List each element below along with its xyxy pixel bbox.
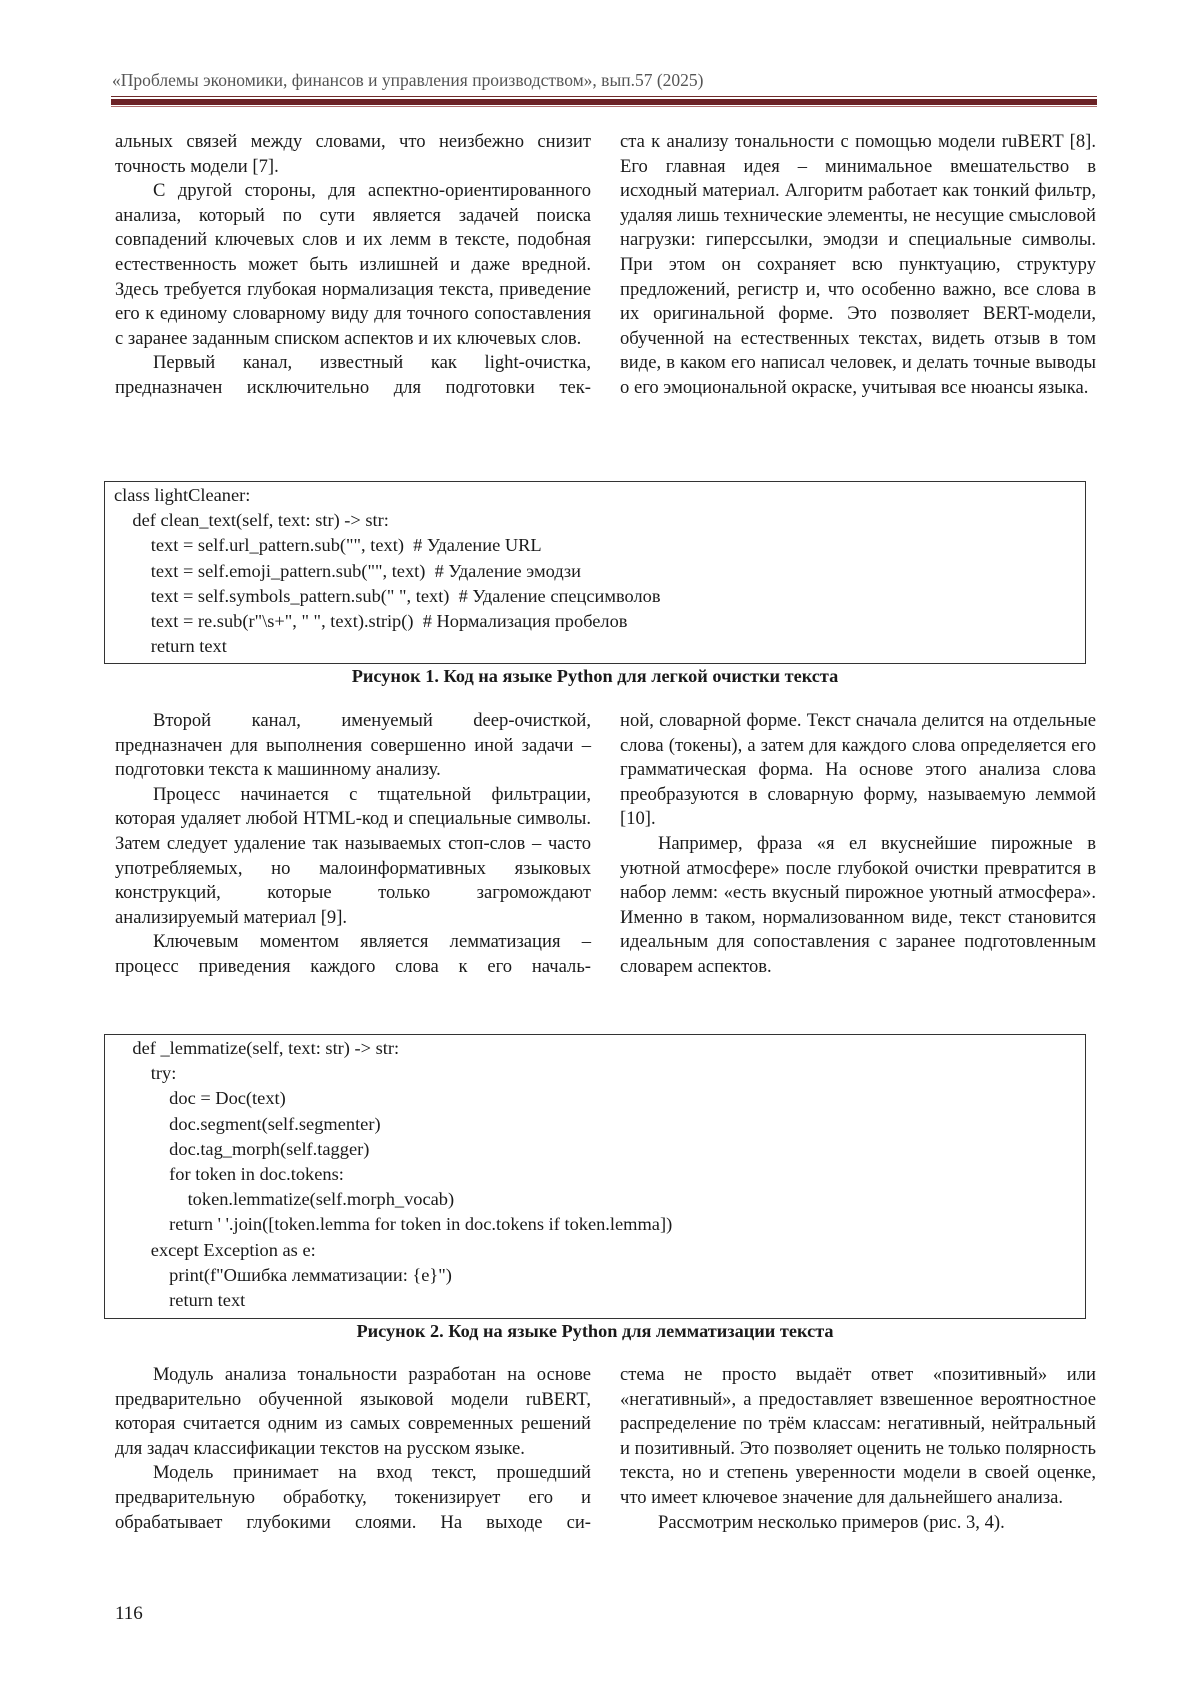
code-listing-1 [104, 481, 1086, 664]
code-line: return text [114, 1290, 246, 1311]
paragraph: альных связей между словами, что неизбежно снизит точность модели [7]. [115, 131, 591, 177]
code-line: text = re.sub(r"\s+", " ", text).strip() # Нормализация пробелов [114, 611, 628, 632]
header-rule-bottom [111, 106, 1097, 107]
code-line: doc.tag_morph(self.tagger) [114, 1138, 370, 1159]
code-line: except Exception as e: [114, 1239, 316, 1260]
code-line: token.lemmatize(self.morph_vocab) [114, 1189, 455, 1210]
header-rule-top [111, 96, 1097, 97]
code-line: doc.segment(self.segmenter) [114, 1113, 381, 1134]
paragraph: ста к анализу тональности с помощью модели ruBERT [8]. Его главная идея – минимальное вмешательство в исходный материал. Алгоритм работает как тонкий фильтр, удаляя лишь технические элементы, не несущие смысловой нагрузки: гиперссылки, эмодзи и специальные символы. При этом он сохраняет всю пунктуацию, структуру предложений, регистр и, что особенно важно, все слова в их оригинальной форме. Это позволяет BERT-модели, обученной на естественных текстах, видеть отзыв в том виде, в каком его написал человек, и делать точные выводы о его эмоциональной окраске, учитывая все нюансы языка. [620, 131, 1096, 398]
paragraph: ной, словарной форме. Текст сначала делится на отдельные слова (токены), а затем для каждого слова определяется его грамматическая форма. На основе этого анализа слова преобразуются в словарную форму, называемую леммой [10]. [620, 710, 1096, 830]
header-rule-thick [111, 99, 1097, 105]
paragraph: Рассмотрим несколько примеров (рис. 3, 4). [658, 1511, 1005, 1533]
section3-left-column [115, 1363, 591, 1535]
paragraph: Ключевым моментом является лемматизация – процесс приведения каждого слова к его началь- [115, 931, 591, 977]
code-line: text = self.url_pattern.sub("", text) # Удаление URL [114, 535, 542, 556]
code-line: try: [114, 1063, 177, 1084]
paragraph: стема не просто выдаёт ответ «позитивный» или «негативный», а предоставляет взвешенное вероятностное распределение по трём классам: негативный, нейтральный и позитивный. Это позволяет оценить не только полярность текста, но и степень уверенности модели в своей оценке, что имеет ключевое значение для дальнейшего анализа. [620, 1364, 1096, 1508]
code-line: for token in doc.tokens: [114, 1164, 344, 1185]
section2-left-column [115, 709, 591, 980]
code-line: class lightCleaner: [114, 485, 251, 505]
paragraph: Процесс начинается с тщательной фильтрации, которая удаляет любой HTML-код и специальные символы. Затем следует удаление так называемых стоп-слов – часто употребляемых, но малоинформативных языковых конструкций, которые только загромождают анализируемый материал [9]. [115, 783, 591, 928]
code-line: def clean_text(self, text: str) -> str: [114, 510, 389, 531]
code-line: doc = Doc(text) [114, 1088, 286, 1109]
paragraph: Первый канал, известный как light-очистка, предназначен исключительно для подготовки тек- [115, 352, 591, 398]
section1-right-column [620, 130, 1096, 401]
code-line: text = self.symbols_pattern.sub(" ", text) # Удаление спецсимволов [114, 585, 661, 606]
paragraph: С другой стороны, для аспектно-ориентированного анализа, который по сути является задачей поиска совпадений ключевых слов и их лемм в тексте, подобная естественность может быть излишней и даже вредной. Здесь требуется глубокая нормализация текста, приведение его к единому словарному виду для точного сопоставления с заранее заданным списком аспектов и их ключевых слов. [115, 180, 591, 349]
code-line: return text [114, 636, 227, 657]
code-line: return ' '.join([token.lemma for token in doc.tokens if token.lemma]) [114, 1214, 673, 1235]
paragraph: Например, фраза «я ел вкуснейшие пирожные в уютной атмосфере» после глубокой очистки превратится в набор лемм: «есть вкусный пирожное уютный атмосфера». Именно в таком, нормализованном виде, текст становится идеальным для сопоставления с заранее подготовленным словарем аспектов. [620, 832, 1096, 977]
figure-2-caption: Рисунок 2. Код на языке Python для лемматизации текста [356, 1321, 834, 1341]
figure-1-caption: Рисунок 1. Код на языке Python для легкой очистки текста [351, 666, 839, 686]
page-number: 116 [115, 1603, 143, 1624]
section3-right-column [620, 1363, 1096, 1535]
section1-left-column [115, 130, 591, 401]
paragraph: Второй канал, именуемый deep-очисткой, предназначен для выполнения совершенно иной задачи – подготовки текста к машинному анализу. [115, 710, 591, 781]
running-header: «Проблемы экономики, финансов и управления производством», вып.57 (2025) [112, 70, 704, 90]
section2-right-column [620, 709, 1096, 980]
code-line: print(f"Ошибка лемматизации: {e}") [114, 1264, 452, 1285]
code-line: text = self.emoji_pattern.sub("", text) # Удаление эмодзи [114, 560, 582, 581]
paragraph: Модель принимает на вход текст, прошедший предварительную обработку, токенизирует его и обрабатывает глубокими слоями. На выходе си- [115, 1462, 591, 1533]
paragraph: Модуль анализа тональности разработан на основе предварительно обученной языковой модели ruBERT, которая считается одним из самых современных решений для задач классификации текстов на русском языке. [115, 1364, 591, 1459]
code-line: def _lemmatize(self, text: str) -> str: [114, 1038, 400, 1058]
code-listing-2 [104, 1034, 1086, 1319]
